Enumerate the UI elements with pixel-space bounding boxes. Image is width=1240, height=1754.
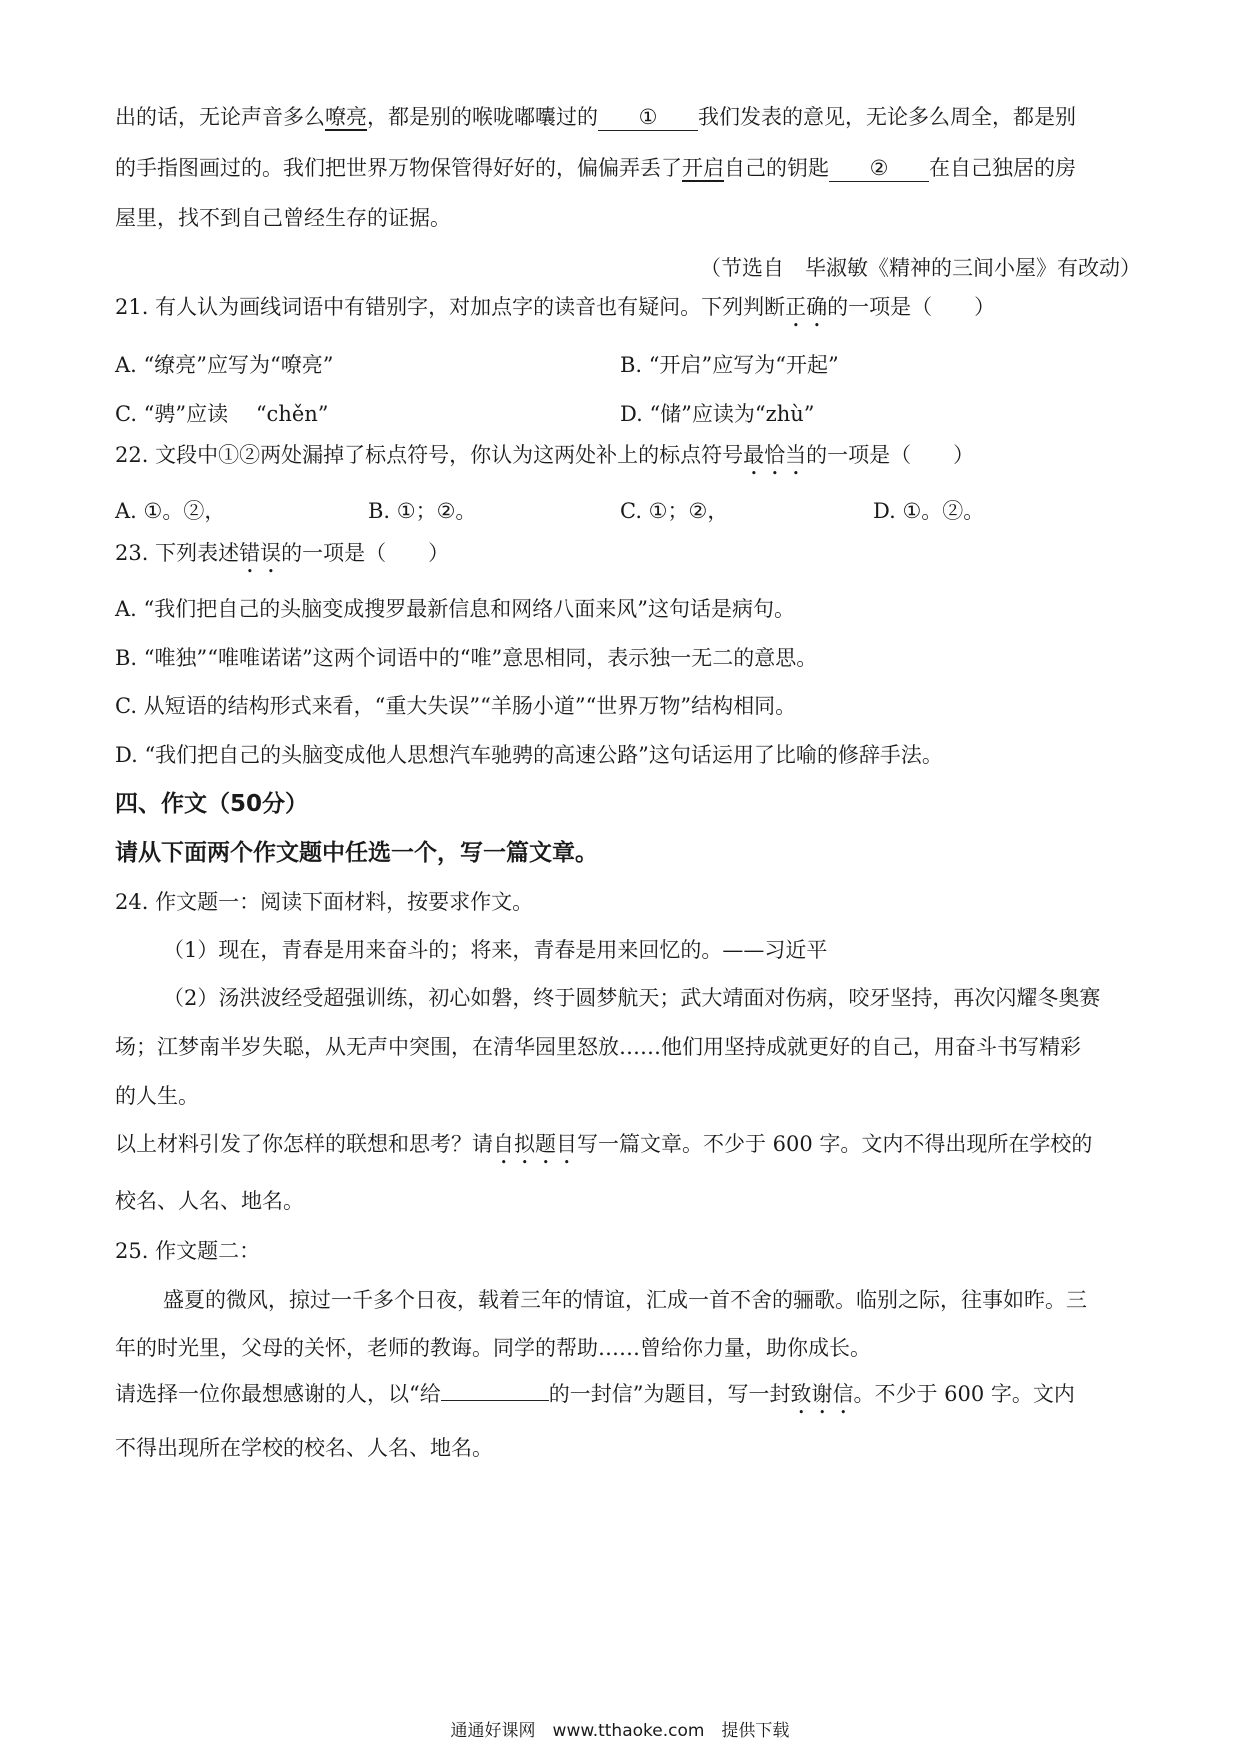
q21-stem-text: 21. 有人认为画线词语中有错别字，对加点字的读音也有疑问。下列判断 [115, 295, 786, 319]
q21-stem-text: 的一项是（ ） [827, 295, 996, 319]
q21-dotted-word: 正确 [785, 295, 828, 319]
q24-requirement-line-2: 校名、人名、地名。 [115, 1189, 304, 1213]
passage-source: （节选自 毕淑敏《精神的三间小屋》有改动） [700, 256, 1141, 280]
passage-line-1 [115, 102, 1076, 132]
passage-text: ，都是别的喉咙嘟囔过的 [367, 105, 598, 129]
q21-option-d: D. “储”应读为“zhù” [620, 402, 815, 426]
passage-text: 出的话，无论声音多么 [115, 105, 325, 129]
passage-line-2 [115, 153, 1076, 183]
blank-2: ② [829, 155, 929, 182]
page-footer: 通通好课网 www.tthaoke.com 提供下载 [450, 1721, 790, 1741]
q25-prompt-line-1: 盛夏的微风，掠过一千多个日夜，载着三年的情谊，汇成一首不舍的骊歌。临别之际，往事如昨。三 [163, 1288, 1087, 1312]
q23-option-b: B. “唯独”“唯唯诺诺”这两个词语中的“唯”意思相同，表示独一无二的意思。 [115, 646, 818, 670]
q22-dotted-word: 最恰当 [743, 443, 807, 467]
q25-dotted-word: 致谢信 [790, 1382, 854, 1406]
q23-dotted-word: 错误 [239, 541, 282, 565]
blank-1: ① [598, 104, 698, 131]
q24-req-text: 以上材料引发了你怎样的联想和思考？请 [115, 1132, 493, 1156]
q25-req-text: 的一封信”为题目，写一封 [548, 1382, 791, 1406]
q25-req-text: 请选择一位你最想感谢的人，以“给 [115, 1382, 441, 1406]
q24-dotted-word: 自拟题目 [493, 1132, 577, 1156]
q24-requirement-line-1 [115, 1129, 1092, 1169]
q25-requirement-line-1 [115, 1379, 1075, 1419]
q22-option-a: A. ①。②， [115, 499, 226, 523]
q21-stem [115, 292, 995, 332]
q23-option-a: A. “我们把自己的头脑变成搜罗最新信息和网络八面来风”这句话是病句。 [115, 597, 795, 621]
section-instruction: 请从下面两个作文题中任选一个，写一篇文章。 [115, 840, 598, 866]
passage-line-3: 屋里，找不到自己曾经生存的证据。 [115, 206, 451, 230]
q25-requirement-line-2: 不得出现所在学校的校名、人名、地名。 [115, 1436, 493, 1460]
q21-option-c: C. “骋”应读 “chěn” [115, 402, 329, 426]
q22-option-b: B. ①；②。 [368, 499, 477, 523]
underlined-word-1: 嘹亮 [325, 105, 367, 129]
q23-option-c: C. 从短语的结构形式来看，“重大失误”“羊肠小道”“世界万物”结构相同。 [115, 694, 797, 718]
q24-req-text: 写一篇文章。不少于 600 字。文内不得出现所在学校的 [577, 1132, 1093, 1156]
q25-title-blank [441, 1400, 549, 1401]
passage-text: 我们发表的意见，无论多么周全，都是别 [698, 105, 1076, 129]
passage-text: 的手指图画过的。我们把世界万物保管得好好的，偏偏弄丢了 [115, 156, 682, 180]
q22-stem-text: 22. 文段中①②两处漏掉了标点符号，你认为这两处补上的标点符号 [115, 443, 744, 467]
q24-heading: 24. 作文题一：阅读下面材料，按要求作文。 [115, 890, 534, 914]
underlined-word-2: 开启 [682, 156, 724, 180]
q24-material-2-line-1: （2）汤洪波经受超强训练，初心如磐，终于圆梦航天；武大靖面对伤病，咬牙坚持，再次闪耀冬奥赛 [163, 986, 1101, 1010]
section-title: 四、作文（50分） [115, 791, 309, 817]
q25-prompt-line-2: 年的时光里，父母的关怀，老师的教诲。同学的帮助……曾给你力量，助你成长。 [115, 1336, 871, 1360]
q23-stem-text: 23. 下列表述 [115, 541, 240, 565]
q23-stem-text: 的一项是（ ） [281, 541, 450, 565]
q24-material-2-line-2: 场；江梦南半岁失聪，从无声中突围，在清华园里怒放……他们用坚持成就更好的自己，用奋斗书写精彩 [115, 1035, 1081, 1059]
q22-stem-text: 的一项是（ ） [806, 443, 975, 467]
q25-heading: 25. 作文题二： [115, 1239, 261, 1263]
q23-option-d: D. “我们把自己的头脑变成他人思想汽车驰骋的高速公路”这句话运用了比喻的修辞手法。 [115, 743, 943, 767]
passage-text: 在自己独居的房 [929, 156, 1076, 180]
q22-stem [115, 440, 974, 480]
passage-text: 自己的钥匙 [724, 156, 829, 180]
q22-option-d: D. ①。②。 [873, 499, 985, 523]
q24-material-1: （1）现在，青春是用来奋斗的；将来，青春是用来回忆的。——习近平 [163, 938, 828, 962]
q25-req-text: 。不少于 600 字。文内 [853, 1382, 1075, 1406]
q21-option-b: B. “开启”应写为“开起” [620, 353, 839, 377]
q24-material-2-line-3: 的人生。 [115, 1084, 199, 1108]
q23-stem [115, 538, 449, 578]
q22-option-c: C. ①；②， [620, 499, 729, 523]
q21-option-a: A. “缭亮”应写为“嘹亮” [115, 353, 334, 377]
